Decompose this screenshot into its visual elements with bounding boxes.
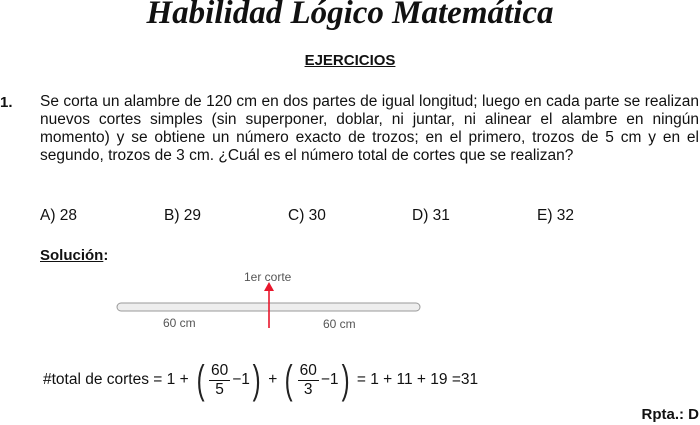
fraction-1 bbox=[209, 362, 230, 399]
right-length-label: 60 cm bbox=[323, 317, 356, 331]
option-c: C) 30 bbox=[288, 207, 326, 224]
option-d: D) 31 bbox=[412, 207, 450, 224]
solution-colon: : bbox=[103, 247, 109, 264]
fraction-2-denominator: 3 bbox=[303, 380, 313, 398]
formula bbox=[43, 360, 478, 400]
solution-label: Solución bbox=[40, 247, 104, 264]
fraction-2 bbox=[298, 362, 319, 399]
left-length-label: 60 cm bbox=[163, 316, 196, 330]
left-paren: ( bbox=[284, 358, 293, 402]
fraction-1-numerator: 60 bbox=[210, 361, 229, 379]
left-paren: ( bbox=[196, 358, 205, 402]
question-text: Se corta un alambre de 120 cm en dos partes de igual longitud; luego en cada parte se realizan nuevos cortes simples (sin superponer, doblar, ni juntar, ni alinear el alambre en ningún momento) y se obtiene un número exacto de trozos; en el primero, trozos de 5 cm y en el segundo, trozos de 3 cm. ¿Cuál es el número total de cortes que se realizan? bbox=[40, 93, 699, 164]
page-title: Habilidad Lógico Matemática bbox=[146, 0, 554, 31]
right-paren: ) bbox=[341, 358, 350, 402]
question-number: 1. bbox=[0, 94, 13, 111]
formula-rhs: = 1 + 11 + 19 =31 bbox=[356, 371, 479, 388]
option-a: A) 28 bbox=[40, 207, 78, 224]
option-e: E) 32 bbox=[537, 207, 575, 224]
minus-one-2: −1 bbox=[320, 371, 339, 388]
fraction-2-numerator: 60 bbox=[299, 361, 317, 379]
section-heading: EJERCICIOS bbox=[304, 52, 396, 69]
fraction-1-denominator: 5 bbox=[215, 380, 224, 398]
formula-lhs: #total de cortes = 1 + bbox=[43, 371, 189, 388]
formula-term-1 bbox=[194, 360, 264, 400]
answer: Rpta.: D bbox=[641, 406, 699, 423]
formula-plus: + bbox=[268, 371, 278, 388]
right-paren: ) bbox=[252, 358, 261, 402]
cut-label: 1er corte bbox=[244, 270, 292, 284]
option-b: B) 29 bbox=[164, 207, 202, 224]
minus-one-1: −1 bbox=[232, 371, 250, 388]
formula-term-2 bbox=[282, 360, 352, 400]
